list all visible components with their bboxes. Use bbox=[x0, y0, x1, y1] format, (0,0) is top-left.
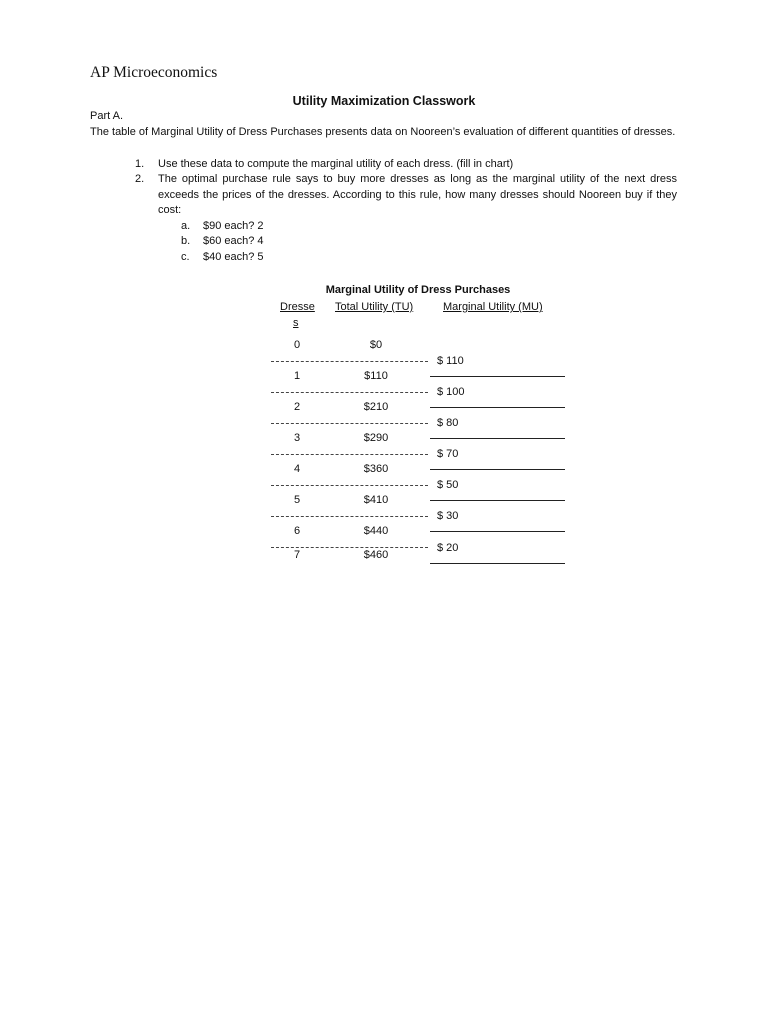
marginal-utility-answer: $ 70 bbox=[437, 448, 459, 460]
total-utility-cell: $210 bbox=[363, 401, 389, 413]
answer-line bbox=[430, 469, 565, 470]
worksheet-title: Utility Maximization Classwork bbox=[292, 94, 476, 108]
sub-question-label: a. bbox=[181, 220, 191, 232]
sub-question-label: c. bbox=[181, 251, 190, 263]
row-separator bbox=[271, 423, 428, 424]
question-number: 2. bbox=[135, 173, 145, 185]
question-text: Use these data to compute the marginal utility of each dress. (fill in chart) bbox=[158, 158, 514, 170]
header-marginal-utility: Marginal Utility (MU) bbox=[443, 301, 543, 313]
total-utility-cell: $0 bbox=[369, 339, 383, 351]
marginal-utility-answer: $ 80 bbox=[437, 417, 459, 429]
total-utility-cell: $440 bbox=[363, 525, 389, 537]
total-utility-cell: $410 bbox=[363, 494, 389, 506]
answer-line bbox=[430, 563, 565, 564]
marginal-utility-answer: $ 30 bbox=[437, 510, 459, 522]
total-utility-cell: $360 bbox=[363, 463, 389, 475]
row-separator bbox=[271, 361, 428, 362]
answer-line bbox=[430, 531, 565, 532]
total-utility-cell: $110 bbox=[364, 370, 388, 382]
sub-question-answer: $60 each? 4 bbox=[203, 235, 264, 247]
row-separator bbox=[271, 454, 428, 455]
row-separator bbox=[271, 516, 428, 517]
dresses-cell: 6 bbox=[293, 525, 301, 537]
question-number: 1. bbox=[135, 158, 145, 170]
row-separator bbox=[271, 547, 428, 548]
sub-question-answer: $90 each? 2 bbox=[203, 220, 264, 232]
dresses-cell: 3 bbox=[293, 432, 301, 444]
total-utility-cell: $460 bbox=[363, 549, 389, 561]
marginal-utility-answer: $ 20 bbox=[437, 542, 459, 554]
sub-question-label: b. bbox=[181, 235, 191, 247]
dresses-cell: 7 bbox=[293, 549, 301, 561]
intro-paragraph: The table of Marginal Utility of Dress Purchases presents data on Nooreen’s evaluation of different quantities of dresses. bbox=[90, 126, 676, 138]
course-title: AP Microeconomics bbox=[90, 64, 218, 81]
dresses-cell: 4 bbox=[293, 463, 301, 475]
marginal-utility-answer: $ 100 bbox=[437, 386, 465, 398]
marginal-utility-answer: $ 50 bbox=[437, 479, 459, 491]
header-total-utility: Total Utility (TU) bbox=[335, 301, 414, 313]
answer-line bbox=[430, 407, 565, 408]
total-utility-cell: $290 bbox=[363, 432, 389, 444]
dresses-cell: 0 bbox=[293, 339, 301, 351]
dresses-cell: 2 bbox=[293, 401, 301, 413]
answer-line bbox=[430, 376, 565, 377]
row-separator bbox=[271, 392, 428, 393]
dresses-cell: 5 bbox=[293, 494, 301, 506]
part-label: Part A. bbox=[90, 110, 124, 122]
table-title: Marginal Utility of Dress Purchases bbox=[325, 284, 511, 296]
row-separator bbox=[271, 485, 428, 486]
header-dresses: Dresse bbox=[280, 301, 315, 313]
answer-line bbox=[430, 438, 565, 439]
sub-question-answer: $40 each? 5 bbox=[203, 251, 264, 263]
dresses-cell: 1 bbox=[293, 370, 301, 382]
header-dresses-wrap: s bbox=[293, 317, 299, 329]
marginal-utility-answer: $ 110 bbox=[437, 355, 464, 367]
answer-line bbox=[430, 500, 565, 501]
question-text: The optimal purchase rule says to buy more dresses as long as the marginal utility of the next dress exceeds the prices of the dresses. According to this rule, how many dresses should Nooreen buy if they cost: bbox=[158, 173, 677, 216]
